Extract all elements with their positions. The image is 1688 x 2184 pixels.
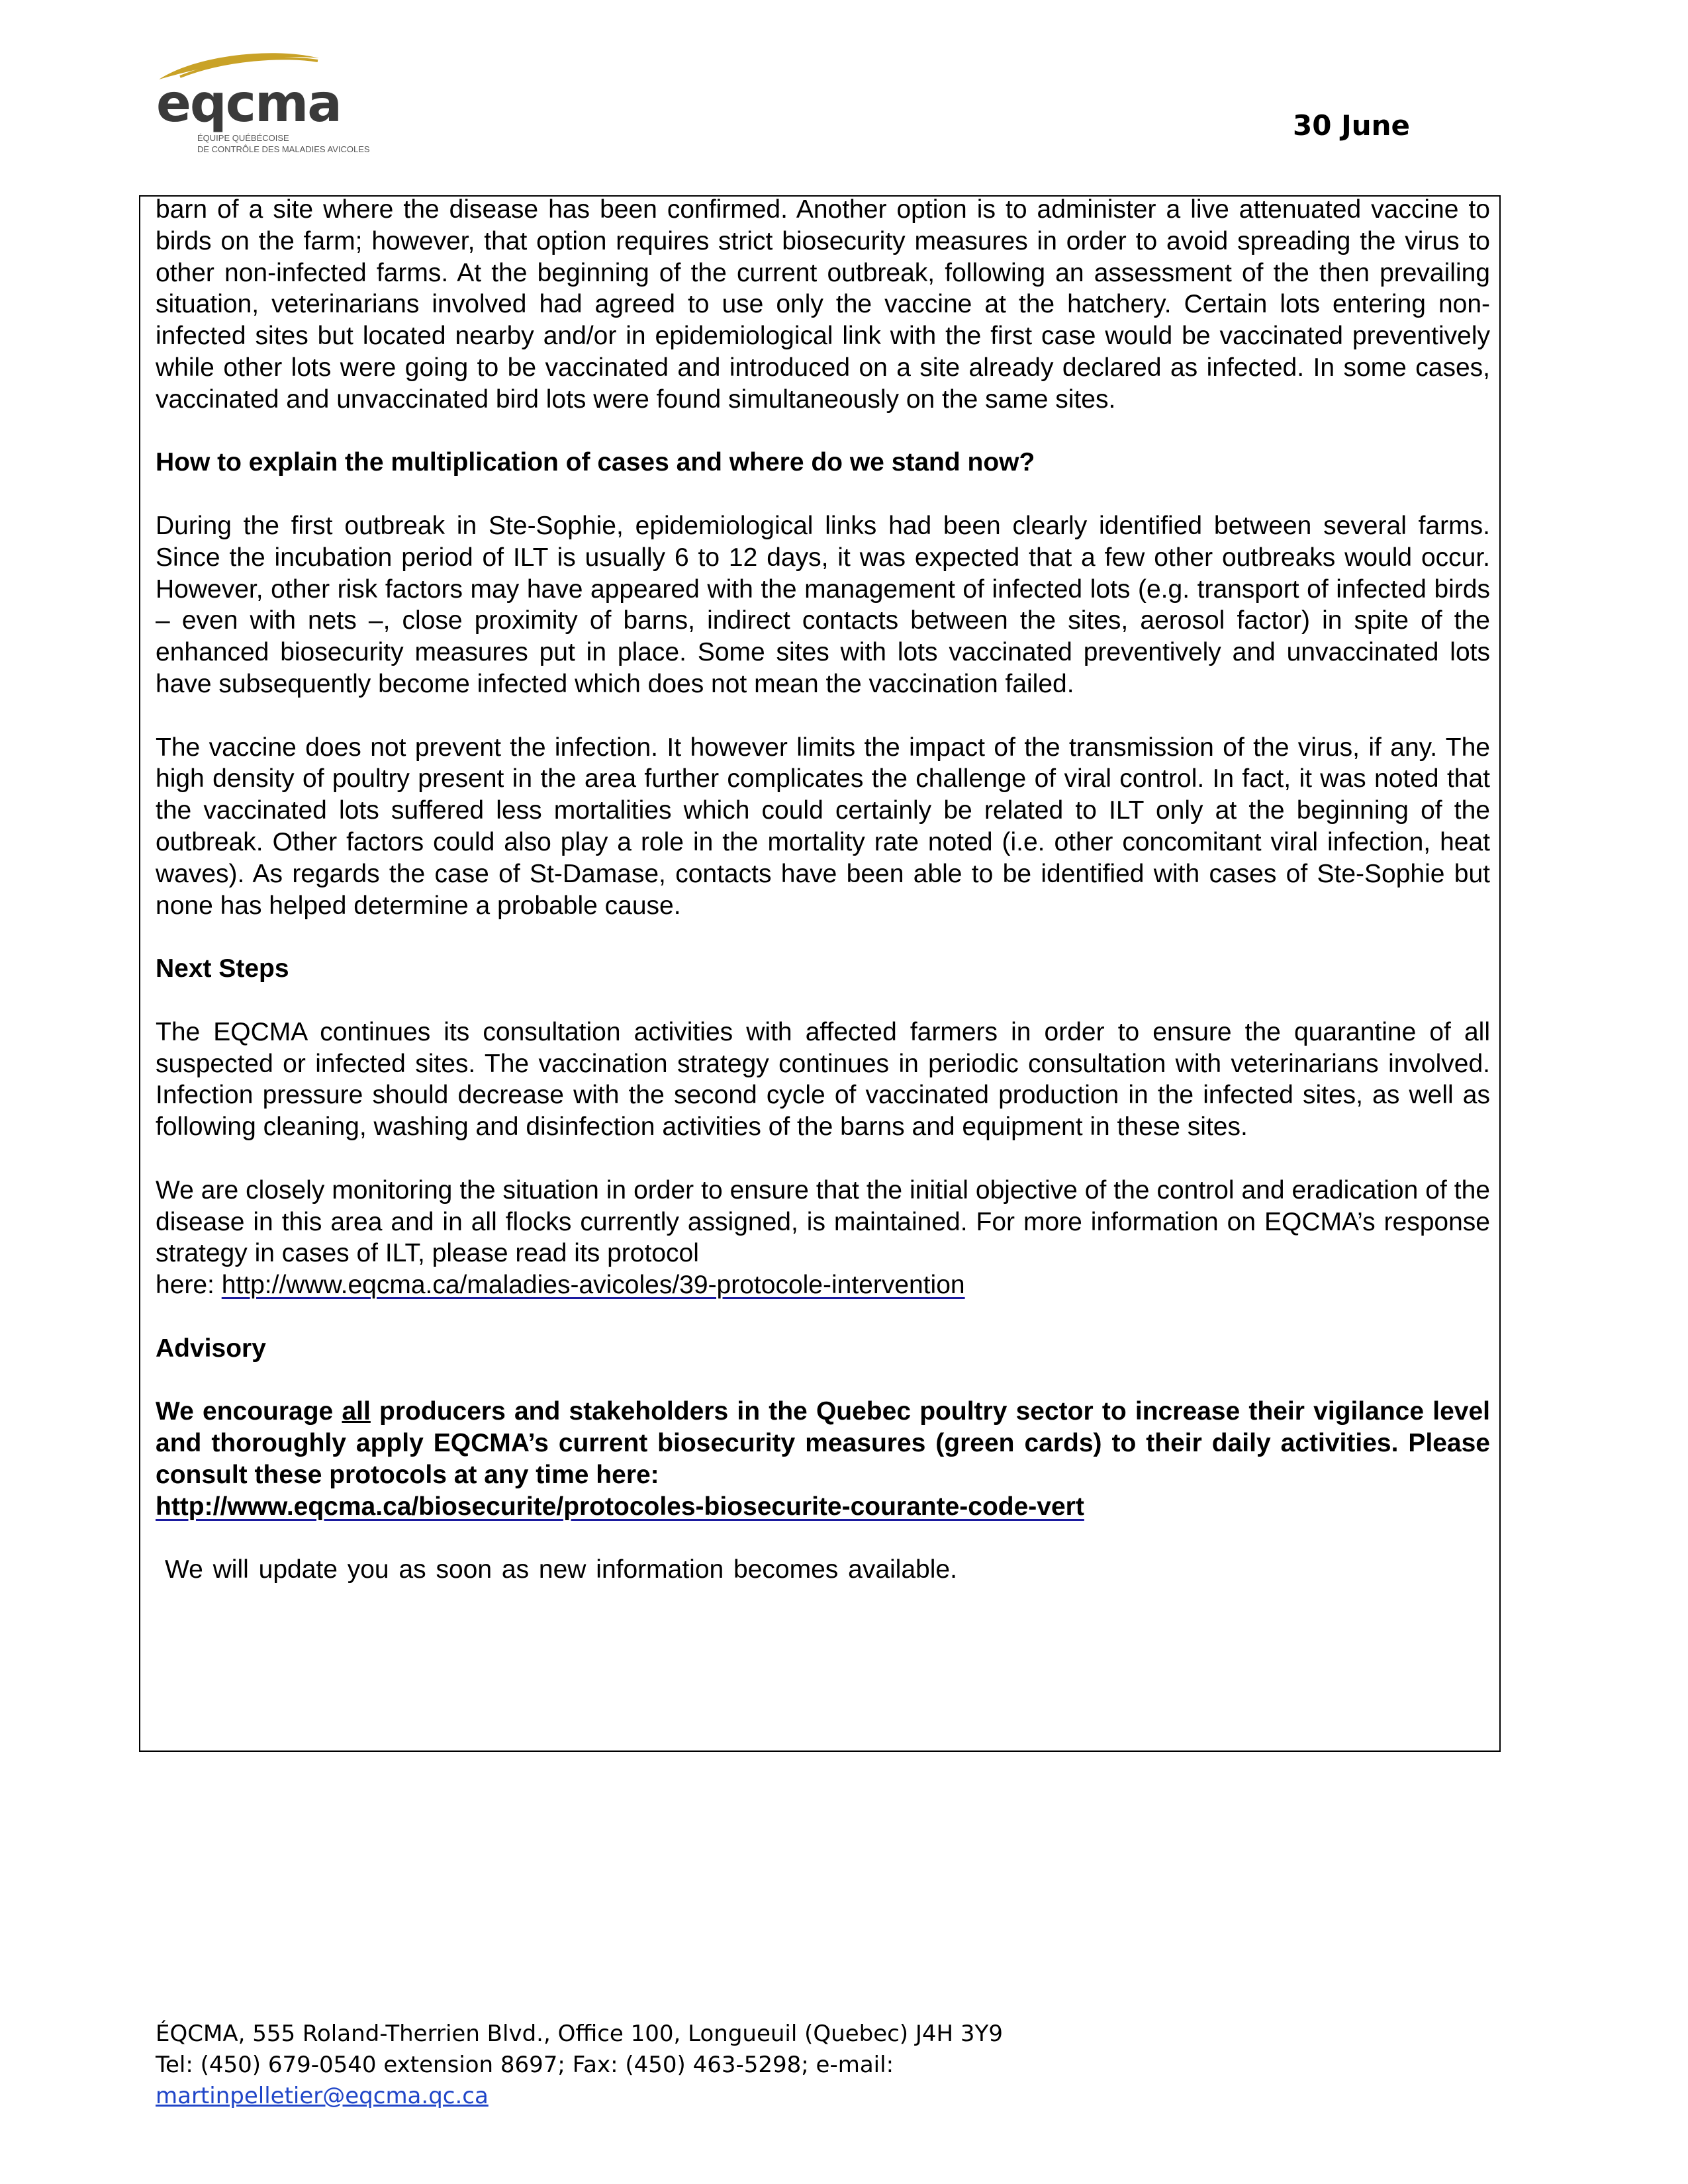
logo-wordmark: eqcma: [156, 74, 341, 134]
section-heading-multiplication: How to explain the multiplication of cases and where do we stand now?: [156, 448, 1035, 477]
logo-subtitle: ÉQUIPE QUÉBÉCOISE DE CONTRÔLE DES MALADIES AVICOLES: [197, 133, 370, 154]
paragraph-vaccine-effect: The vaccine does not prevent the infection. It however limits the impact of the transmission of the virus, if any. The high density of poultry present in the area further complicates the challenge of viral control. In fact, it was noted that the vaccinated lots suffered less mortalities which could certainly be related to ILT only at the beginning of the outbreak. Other factors could also play a role in the mortality rate noted (i.e. other concomitant viral infection, heat waves). As regards the case of St-Damase, contacts have been able to be identified with cases of Ste-Sophie but none has helped determine a probable cause.: [156, 733, 1490, 920]
section-heading-next-steps: Next Steps: [156, 954, 289, 983]
section-heading-advisory: Advisory: [156, 1334, 266, 1363]
biosecurity-link[interactable]: http://www.eqcma.ca/biosecurite/protocoles-biosecurite-courante-code-vert: [156, 1492, 1084, 1521]
document-body: [156, 194, 1490, 1617]
advisory-paragraph: We encourage all producers and stakeholders in the Quebec poultry sector to increase their vigilance level and thoroughly apply EQCMA’s current biosecurity measures (green cards) to their daily activities. Please consult these protocols at any time here: http://www.eqcma.ca/biosecurite/protocoles-biosecurite-courante-code-vert: [156, 1397, 1490, 1521]
protocol-link[interactable]: http://www.eqcma.ca/maladies-avicoles/39-protocole-intervention: [221, 1271, 965, 1300]
eqcma-logo: [154, 46, 372, 152]
update-notice: We will update you as soon as new information becomes available.: [165, 1555, 957, 1584]
paragraph-monitoring: We are closely monitoring the situation in order to ensure that the initial objective of the control and eradication of the disease in this area and in all flocks currently assigned, is maintained. For more information on EQCMA’s response strategy in cases of ILT, please read its protocol here: http://www.eqcma.ca/maladies-avicoles/39-protocole-intervention: [156, 1175, 1490, 1300]
paragraph-first-outbreak: During the first outbreak in Ste-Sophie, epidemiological links had been clearly identified between several farms. Since the incubation period of ILT is usually 6 to 12 days, it was expected that a few other outbreaks would occur. However, other risk factors may have appeared with the management of infected lots (e.g. transport of infected birds – even with nets –, close proximity of barns, indirect contacts between the sites, aerosol factor) in spite of the enhanced biosecurity measures put in place. Some sites with lots vaccinated preventively and unvaccinated lots have subsequently become infected which does not mean the vaccination failed.: [156, 511, 1490, 698]
paragraph-vaccination-options: barn of a site where the disease has been confirmed. Another option is to administer a live attenuated vaccine to birds on the farm; however, that option requires strict biosecurity measures in order to avoid spreading the virus to other non-infected farms. At the beginning of the current outbreak, following an assessment of the then prevailing situation, veterinarians involved had agreed to use only the vaccine at the hatchery. Certain lots entering non-infected sites but located nearby and/or in epidemiological link with the first case would be vaccinated preventively while other lots were going to be vaccinated and introduced on a site already declared as infected. In some cases, vaccinated and unvaccinated bird lots were found simultaneously on the same sites.: [156, 195, 1490, 414]
footer-contact: [156, 2019, 1003, 2112]
emphasis-all: all: [342, 1397, 371, 1426]
footer-phone: Tel: (450) 679-0540 extension 8697; Fax: (450) 463-5298; e-mail:: [156, 2052, 894, 2078]
paragraph-consultation: The EQCMA continues its consultation activities with affected farmers in order to ensure the quarantine of all suspected or infected sites. The vaccination strategy continues in periodic consultation with veterinarians involved. Infection pressure should decrease with the second cycle of vaccinated production in the infected sites, as well as following cleaning, washing and disinfection activities of the barns and equipment in these sites.: [156, 1017, 1490, 1142]
footer-email-link[interactable]: martinpelletier@eqcma.qc.ca: [156, 2083, 489, 2109]
header-date: 30 June: [1293, 109, 1410, 142]
footer-address: ÉQCMA, 555 Roland-Therrien Blvd., Office 100, Longueuil (Quebec) J4H 3Y9: [156, 2021, 1003, 2047]
